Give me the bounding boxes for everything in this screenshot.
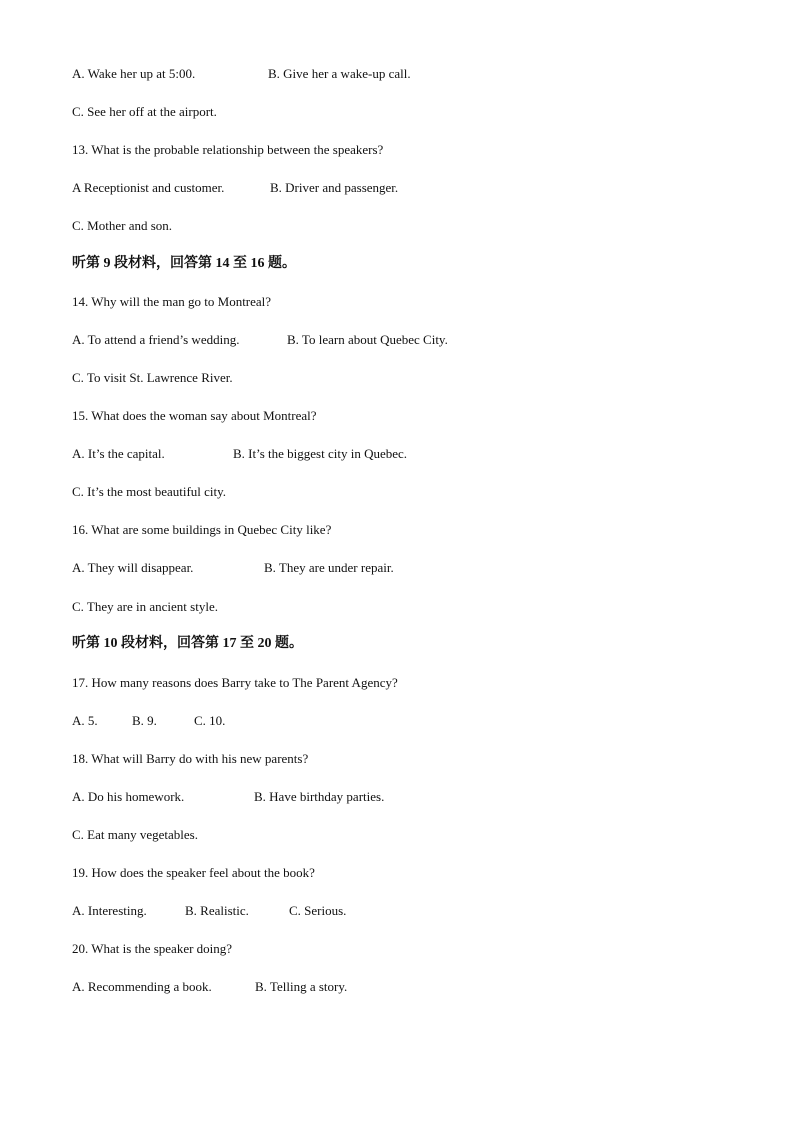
option-a: A. They will disappear. (72, 560, 194, 575)
question-text: 19. How does the speaker feel about the book? (72, 865, 315, 880)
option-c: C. Eat many vegetables. (72, 827, 198, 842)
option-a: A. Interesting. (72, 903, 147, 918)
option-b: B. They are under repair. (264, 560, 394, 575)
option-b: B. Driver and passenger. (270, 180, 399, 195)
option-b: B. To learn about Quebec City. (287, 332, 448, 347)
option-a: A. Recommending a book. (72, 979, 212, 994)
option-c: C. 10. (194, 713, 226, 728)
question-text: 20. What is the speaker doing? (72, 941, 233, 956)
option-a: A. 5. (72, 713, 98, 728)
option-a: A. It’s the capital. (72, 446, 165, 461)
option-a: A. To attend a friend’s wedding. (72, 332, 240, 347)
option-b: B. Give her a wake-up call. (268, 66, 411, 81)
option-c: C. See her off at the airport. (72, 104, 217, 119)
option-c: C. They are in ancient style. (72, 599, 218, 614)
option-a: A. Do his homework. (72, 789, 185, 804)
option-c: C. Mother and son. (72, 218, 173, 233)
question-text: 14. Why will the man go to Montreal? (72, 294, 272, 309)
question-text: 16. What are some buildings in Quebec City like? (72, 522, 332, 537)
option-b: B. Realistic. (185, 903, 249, 918)
section-heading-text: 听第 9 段材料，回答第 14 至 16 题。 (72, 256, 296, 271)
question-text: 17. How many reasons does Barry take to The Parent Agency? (72, 675, 398, 690)
option-b: B. Telling a story. (255, 979, 348, 994)
option-b: B. Have birthday parties. (254, 789, 385, 804)
question-text: 13. What is the probable relationship between the speakers? (72, 142, 384, 157)
option-a: A Receptionist and customer. (72, 180, 225, 195)
section-heading-text: 听第 10 段材料，回答第 17 至 20 题。 (72, 636, 303, 651)
option-c: C. It’s the most beautiful city. (72, 484, 227, 499)
option-b: B. It’s the biggest city in Quebec. (233, 446, 408, 461)
question-text: 15. What does the woman say about Montreal? (72, 408, 317, 423)
question-text: 18. What will Barry do with his new parents? (72, 751, 309, 766)
option-a: A. Wake her up at 5:00. (72, 66, 196, 81)
option-c: C. Serious. (289, 903, 347, 918)
option-c: C. To visit St. Lawrence River. (72, 370, 233, 385)
option-b: B. 9. (132, 713, 157, 728)
